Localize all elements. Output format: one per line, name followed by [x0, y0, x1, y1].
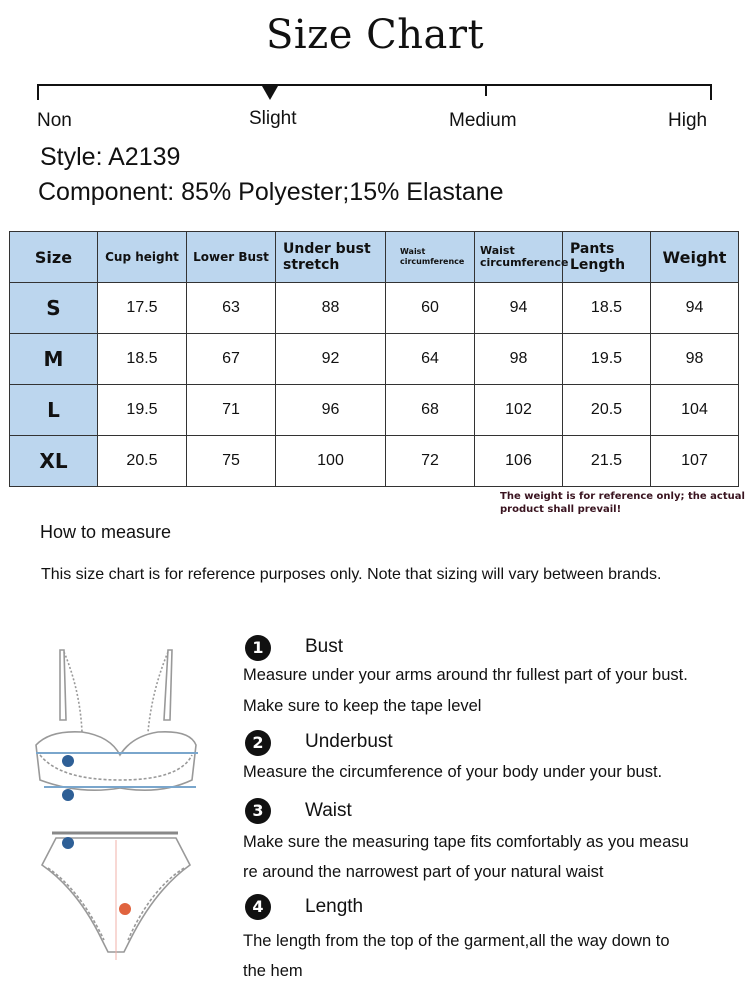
- component-label: Component:: [38, 178, 175, 206]
- table-cell: 100: [276, 436, 386, 487]
- table-cell: 68: [386, 385, 475, 436]
- table-cell: 104: [651, 385, 739, 436]
- table-cell: 60: [386, 283, 475, 334]
- table-cell: 20.5: [563, 385, 651, 436]
- page-title: Size Chart: [265, 12, 485, 58]
- step-4-title: Length: [305, 896, 364, 917]
- table-cell: 107: [651, 436, 739, 487]
- step-3-text-line-1: Make sure the measuring tape fits comfortably as you measu: [243, 833, 689, 851]
- table-cell: 94: [475, 283, 563, 334]
- garment-illustration: [20, 640, 220, 980]
- marker-2-icon: [62, 789, 74, 801]
- scale-tick-medium: [485, 84, 487, 96]
- table-cell: 19.5: [563, 334, 651, 385]
- marker-4-icon: [119, 903, 131, 915]
- table-cell: 19.5: [98, 385, 187, 436]
- table-cell: 67: [187, 334, 276, 385]
- step-1-text-line-2: Make sure to keep the tape level: [243, 697, 482, 715]
- marker-3-icon: [62, 837, 74, 849]
- step-2-title: Underbust: [305, 731, 393, 752]
- table-cell: 75: [187, 436, 276, 487]
- table-row: [10, 334, 739, 385]
- table-header-row: [10, 232, 739, 283]
- table-cell: 20.5: [98, 436, 187, 487]
- step-4-number-icon: 4: [245, 894, 271, 920]
- table-cell: 98: [475, 334, 563, 385]
- scale-label-medium: Medium: [449, 110, 517, 131]
- table-cell: 96: [276, 385, 386, 436]
- scale-tick-non: [37, 84, 39, 100]
- table-row: [10, 436, 739, 487]
- how-to-measure-description: This size chart is for reference purposes only. Note that sizing will vary between brands.: [41, 566, 662, 583]
- weight-note: The weight is for reference only; the actual product shall prevail!: [500, 491, 745, 515]
- column-header-lower-bust: Lower Bust: [187, 232, 276, 283]
- size-cell: L: [10, 385, 98, 436]
- table-cell: 106: [475, 436, 563, 487]
- how-to-measure-title: How to measure: [40, 522, 172, 542]
- table-cell: 17.5: [98, 283, 187, 334]
- scale-label-slight: Slight: [249, 108, 297, 129]
- step-4-text-line-2: the hem: [243, 962, 303, 980]
- step-1-title: Bust: [305, 636, 344, 657]
- table-cell: 18.5: [563, 283, 651, 334]
- scale-label-high: High: [668, 110, 708, 131]
- scale-label-non: Non: [37, 110, 72, 131]
- column-header-waist-circumference: Waist circumference: [386, 232, 475, 283]
- component-info: [38, 178, 504, 207]
- table-cell: 64: [386, 334, 475, 385]
- table-cell: 72: [386, 436, 475, 487]
- step-3-title: Waist: [305, 800, 352, 821]
- table-row: [10, 283, 739, 334]
- column-header-cup-height: Cup height: [98, 232, 187, 283]
- scale-tick-high: [710, 84, 712, 100]
- size-cell: M: [10, 334, 98, 385]
- size-table: [9, 231, 739, 487]
- step-1-number-icon: 1: [245, 635, 271, 661]
- column-header-size: Size: [10, 232, 98, 283]
- style-label: Style:: [40, 143, 103, 171]
- table-cell: 92: [276, 334, 386, 385]
- table-cell: 98: [651, 334, 739, 385]
- table-cell: 71: [187, 385, 276, 436]
- style-info: [40, 143, 180, 172]
- table-cell: 88: [276, 283, 386, 334]
- table-cell: 102: [475, 385, 563, 436]
- column-header-weight: Weight: [651, 232, 739, 283]
- style-value: A2139: [108, 143, 181, 171]
- table-cell: 18.5: [98, 334, 187, 385]
- table-cell: 63: [187, 283, 276, 334]
- marker-1-icon: [62, 755, 74, 767]
- step-3-text-line-2: re around the narrowest part of your natural waist: [243, 863, 604, 881]
- column-header-under-bust-stretch: Under bust stretch: [276, 232, 386, 283]
- table-row: [10, 385, 739, 436]
- table-cell: 21.5: [563, 436, 651, 487]
- size-cell: XL: [10, 436, 98, 487]
- stretch-indicator-icon: [262, 86, 278, 100]
- step-4-text-line-1: The length from the top of the garment,all the way down to: [243, 932, 670, 950]
- step-1-text-line-1: Measure under your arms around thr fullest part of your bust.: [243, 666, 688, 684]
- step-2-text-line-1: Measure the circumference of your body under your bust.: [243, 763, 663, 781]
- column-header-waist-circumference-2: Waist circumference: [475, 232, 563, 283]
- table-cell: 94: [651, 283, 739, 334]
- column-header-pants-length: Pants Length: [563, 232, 651, 283]
- size-cell: S: [10, 283, 98, 334]
- step-3-number-icon: 3: [245, 798, 271, 824]
- stretch-scale-bar: [37, 84, 712, 86]
- step-2-number-icon: 2: [245, 730, 271, 756]
- bra-illustration: [36, 650, 196, 790]
- component-value: 85% Polyester;15% Elastane: [181, 178, 504, 206]
